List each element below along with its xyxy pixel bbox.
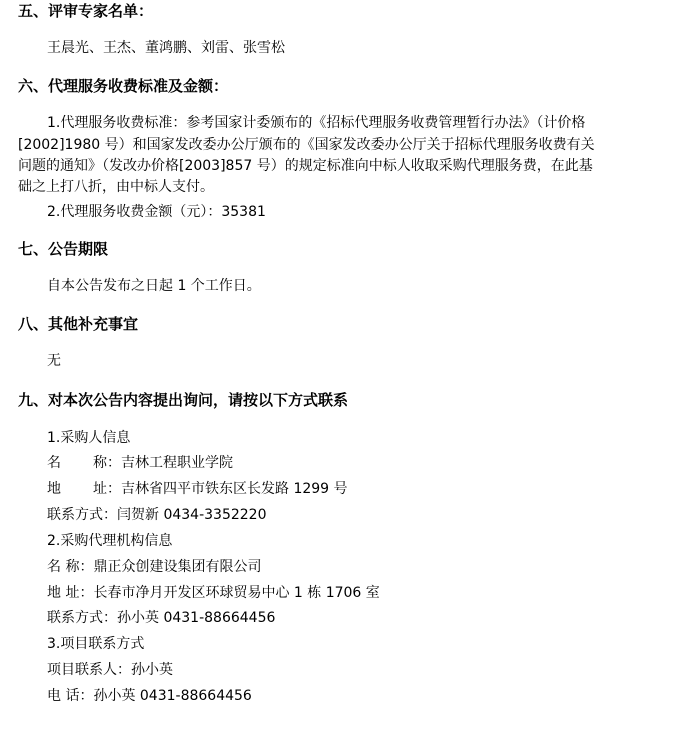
project-contact-phone: 电 话：孙小英 0431-88664456 xyxy=(47,688,252,704)
purchaser-name: 吉林工程职业学院 xyxy=(121,455,233,471)
agency-name: 名 称：鼎正众创建设集团有限公司 xyxy=(47,559,262,575)
agency-info-heading: 2.采购代理机构信息 xyxy=(47,533,173,549)
fee-standard-line-3: 问题的通知》（发改办价格[2003]857 号）的规定标准向中标人收取采购代理服务费，在此基 xyxy=(18,158,593,174)
section-8-title: 八、其他补充事宜 xyxy=(18,315,139,333)
purchaser-name-row xyxy=(47,453,233,473)
project-contact-person: 项目联系人：孙小英 xyxy=(47,662,173,678)
project-contact-heading: 3.项目联系方式 xyxy=(47,636,145,652)
purchaser-address-row xyxy=(47,479,348,499)
section-5-title: 五、评审专家名单： xyxy=(18,2,154,20)
section-7-title: 七、公告期限 xyxy=(18,240,109,258)
notice-period: 自本公告发布之日起 1 个工作日。 xyxy=(47,278,261,294)
expert-list: 王晨光、王杰、董鸿鹏、刘雷、张雪松 xyxy=(47,40,285,56)
fee-standard-line-4: 础之上打八折，由中标人支付。 xyxy=(18,179,214,195)
purchaser-name-label-2: 称： xyxy=(93,455,121,471)
agency-contact: 联系方式：孙小英 0431-88664456 xyxy=(47,610,276,626)
purchaser-addr-label-1: 地 xyxy=(47,481,61,497)
purchaser-addr-label-2: 址： xyxy=(93,481,121,497)
other-matters: 无 xyxy=(47,353,61,369)
purchaser-name-label-1: 名 xyxy=(47,455,61,471)
purchaser-contact: 联系方式：闫贺新 0434-3352220 xyxy=(47,507,267,523)
fee-standard-line-2: [2002]1980 号）和国家发改委办公厅颁布的《国家发改委办公厅关于招标代理服务收费有关 xyxy=(18,137,595,153)
purchaser-info-heading: 1.采购人信息 xyxy=(47,430,131,446)
section-6-title: 六、代理服务收费标准及金额： xyxy=(18,77,229,95)
fee-standard-line-1: 1.代理服务收费标准：参考国家计委颁布的《招标代理服务收费管理暂行办法》（计价格 xyxy=(47,115,586,131)
agency-address: 地 址：长春市净月开发区环球贸易中心 1 栋 1706 室 xyxy=(47,585,380,601)
section-9-title: 九、对本次公告内容提出询问，请按以下方式联系 xyxy=(18,391,349,409)
fee-amount: 2.代理服务收费金额（元）：35381 xyxy=(47,204,266,220)
purchaser-address: 吉林省四平市铁东区长发路 1299 号 xyxy=(121,481,348,497)
